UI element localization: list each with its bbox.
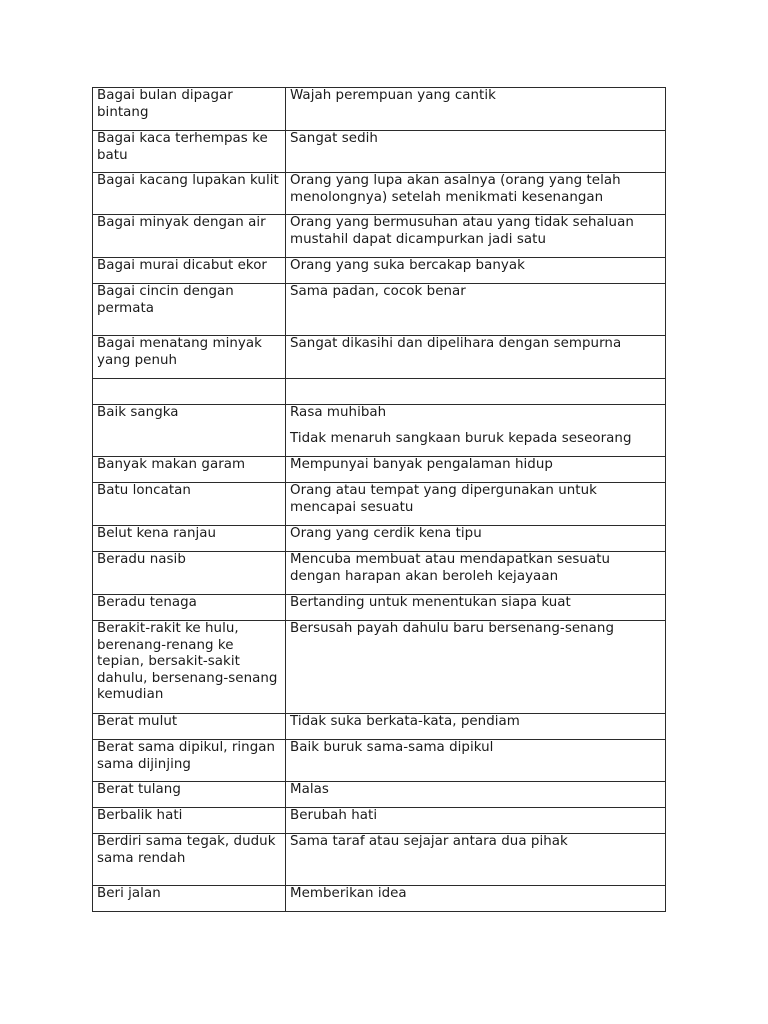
meaning-cell: [286, 621, 666, 714]
term-cell: Berat mulut: [93, 714, 286, 740]
table-row: [93, 336, 666, 379]
table-row: [93, 595, 666, 621]
meaning-cell: [286, 595, 666, 621]
table-row: [93, 457, 666, 483]
meaning-cell: [286, 336, 666, 379]
table-row: [93, 173, 666, 215]
table-row: [93, 88, 666, 131]
meaning-cell: [286, 258, 666, 284]
meaning-text: Bersusah payah dahulu baru bersenang-senang: [290, 621, 615, 636]
term-cell: [93, 379, 286, 405]
meaning-cell: [286, 379, 666, 405]
meaning-text: Mempunyai banyak pengalaman hidup: [290, 457, 553, 472]
meaning-text: Tidak menaruh sangkaan buruk kepada seseorang: [290, 431, 632, 447]
meaning-text: Orang yang cerdik kena tipu: [290, 526, 482, 541]
meaning-text: Rasa muhibah: [290, 405, 387, 420]
term-cell: Baik sangka: [93, 405, 286, 457]
table-row: [93, 483, 666, 526]
table-row: [93, 621, 666, 714]
meaning-cell: [286, 782, 666, 808]
term-cell: Banyak makan garam: [93, 457, 286, 483]
table-row: [93, 379, 666, 405]
meaning-cell: [286, 173, 666, 215]
meaning-text: Orang yang bermusuhan atau yang tidak sehaluan mustahil dapat dicampurkan jadi satu: [290, 215, 634, 247]
table-row: [93, 526, 666, 552]
meaning-text: Malas: [290, 782, 329, 797]
table-row: [93, 405, 666, 457]
term-cell: Bagai kacang lupakan kulit: [93, 173, 286, 215]
table-row: [93, 552, 666, 595]
table-body: [93, 88, 666, 912]
table-row: [93, 808, 666, 834]
meaning-cell: [286, 886, 666, 912]
meaning-cell: [286, 483, 666, 526]
term-cell: Berdiri sama tegak, duduk sama rendah: [93, 834, 286, 886]
meaning-cell: [286, 131, 666, 173]
meaning-cell: [286, 834, 666, 886]
term-cell: Beri jalan: [93, 886, 286, 912]
meaning-cell: [286, 284, 666, 336]
term-cell: Bagai murai dicabut ekor: [93, 258, 286, 284]
meaning-text: Berubah hati: [290, 808, 378, 823]
meaning-cell: [286, 405, 666, 457]
term-cell: Batu loncatan: [93, 483, 286, 526]
meaning-text: Memberikan idea: [290, 886, 407, 901]
term-cell: Bagai menatang minyak yang penuh: [93, 336, 286, 379]
table-row: [93, 782, 666, 808]
meaning-cell: [286, 808, 666, 834]
meaning-text: Orang yang lupa akan asalnya (orang yang telah menolongnya) setelah menikmati kesenangan: [290, 173, 621, 205]
meaning-text: Sama taraf atau sejajar antara dua pihak: [290, 834, 568, 849]
meaning-text: Baik buruk sama-sama dipikul: [290, 740, 494, 755]
term-cell: Bagai minyak dengan air: [93, 215, 286, 258]
meaning-text: Orang atau tempat yang dipergunakan untuk mencapai sesuatu: [290, 483, 597, 515]
meaning-cell: [286, 88, 666, 131]
term-cell: Berakit-rakit ke hulu, berenang-renang ke tepian, bersakit-sakit dahulu, bersenang-senang kemudian: [93, 621, 286, 714]
meaning-cell: [286, 552, 666, 595]
term-cell: Belut kena ranjau: [93, 526, 286, 552]
meaning-cell: [286, 740, 666, 782]
table-row: [93, 714, 666, 740]
meaning-cell: [286, 714, 666, 740]
term-cell: Beradu nasib: [93, 552, 286, 595]
meaning-text: Bertanding untuk menentukan siapa kuat: [290, 595, 571, 610]
table-row: [93, 284, 666, 336]
meaning-text: Sangat dikasihi dan dipelihara dengan sempurna: [290, 336, 622, 351]
table-row: [93, 258, 666, 284]
meaning-text: Mencuba membuat atau mendapatkan sesuatu dengan harapan akan beroleh kejayaan: [290, 552, 611, 584]
table-row: [93, 131, 666, 173]
meaning-text: Sama padan, cocok benar: [290, 284, 466, 299]
term-cell: Berat sama dipikul, ringan sama dijinjing: [93, 740, 286, 782]
meaning-cell: [286, 457, 666, 483]
term-cell: Bagai kaca terhempas ke batu: [93, 131, 286, 173]
meaning-text: Orang yang suka bercakap banyak: [290, 258, 525, 273]
meaning-cell: [286, 526, 666, 552]
table-row: [93, 740, 666, 782]
peribahasa-table: [92, 87, 666, 912]
meaning-text: Wajah perempuan yang cantik: [290, 88, 496, 103]
term-cell: Bagai bulan dipagar bintang: [93, 88, 286, 131]
table-row: [93, 886, 666, 912]
table-row: [93, 215, 666, 258]
meaning-cell: [286, 215, 666, 258]
term-cell: Berat tulang: [93, 782, 286, 808]
table-row: [93, 834, 666, 886]
term-cell: Berbalik hati: [93, 808, 286, 834]
term-cell: Bagai cincin dengan permata: [93, 284, 286, 336]
meaning-text: Sangat sedih: [290, 131, 378, 146]
term-cell: Beradu tenaga: [93, 595, 286, 621]
meaning-text: Tidak suka berkata-kata, pendiam: [290, 714, 520, 729]
